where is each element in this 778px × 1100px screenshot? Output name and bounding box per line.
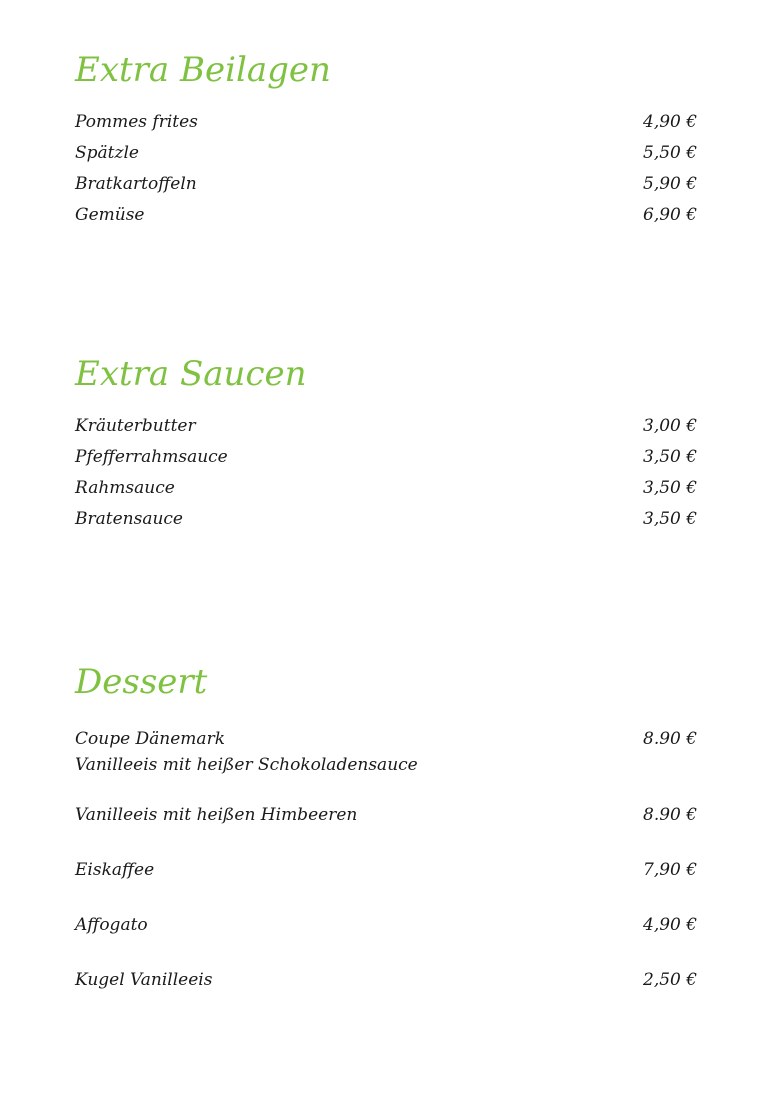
item-price: 3,00 €	[643, 416, 698, 436]
menu-item	[75, 138, 698, 169]
menu-item	[75, 504, 698, 535]
section-title: Extra Beilagen	[75, 50, 331, 90]
menu-item	[75, 726, 698, 778]
item-price: 6,90 €	[643, 205, 698, 225]
section-extra-beilagen	[75, 48, 698, 231]
item-name: Kugel Vanilleeis	[75, 970, 213, 990]
item-price: 3,50 €	[643, 447, 698, 467]
item-price: 8.90 €	[643, 729, 698, 749]
item-price: 5,90 €	[643, 174, 698, 194]
item-name: Bratkartoffeln	[75, 174, 197, 194]
section-title: Extra Saucen	[75, 354, 307, 394]
item-price: 7,90 €	[643, 860, 698, 880]
item-price: 2,50 €	[643, 970, 698, 990]
item-name: Pommes frites	[75, 112, 198, 132]
item-name: Kräuterbutter	[75, 416, 196, 436]
menu-item	[75, 910, 698, 941]
item-name: Coupe Dänemark	[75, 729, 225, 749]
item-name: Rahmsauce	[75, 478, 175, 498]
item-name: Affogato	[75, 915, 148, 935]
item-price: 4,90 €	[643, 112, 698, 132]
item-price: 8.90 €	[643, 805, 698, 825]
item-price: 3,50 €	[643, 478, 698, 498]
section-extra-saucen	[75, 352, 698, 535]
menu-item	[75, 855, 698, 886]
menu-item	[75, 965, 698, 996]
item-name: Bratensauce	[75, 509, 183, 529]
item-description: Vanilleeis mit heißer Schokoladensauce	[75, 755, 418, 775]
menu-item	[75, 200, 698, 231]
item-price: 5,50 €	[643, 143, 698, 163]
item-price: 3,50 €	[643, 509, 698, 529]
menu-item	[75, 169, 698, 200]
menu-item	[75, 473, 698, 504]
item-price: 4,90 €	[643, 915, 698, 935]
menu-item	[75, 411, 698, 442]
menu-item	[75, 442, 698, 473]
menu-item	[75, 107, 698, 138]
item-name: Eiskaffee	[75, 860, 155, 880]
item-name: Vanilleeis mit heißen Himbeeren	[75, 805, 358, 825]
item-name: Spätzle	[75, 143, 139, 163]
section-dessert	[75, 660, 698, 1020]
menu-item	[75, 800, 698, 831]
item-name: Gemüse	[75, 205, 145, 225]
item-name: Pfefferrahmsauce	[75, 447, 228, 467]
section-title: Dessert	[75, 662, 208, 702]
